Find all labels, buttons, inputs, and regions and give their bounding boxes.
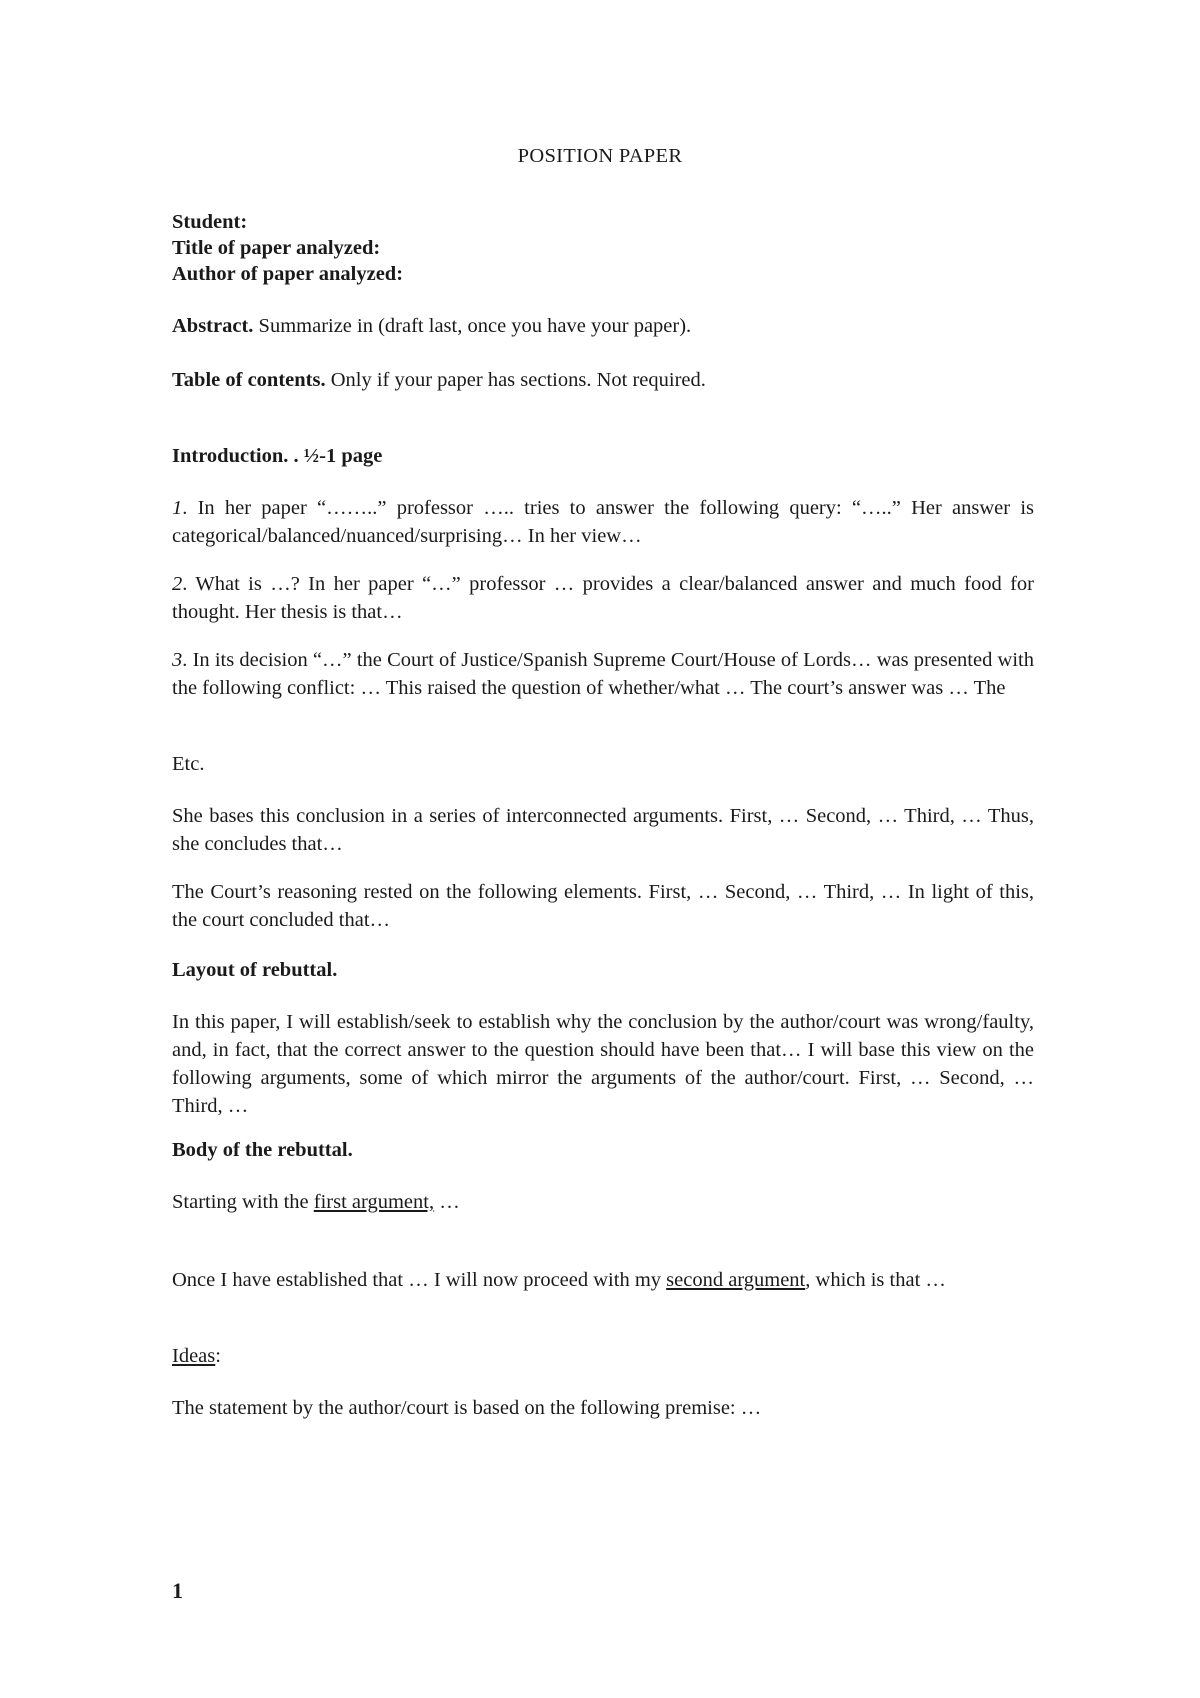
first-argument-prefix: Starting with the (172, 1191, 314, 1213)
layout-heading (172, 956, 1034, 984)
ideas-text: Ideas (172, 1345, 216, 1367)
toc-paragraph (172, 366, 1034, 394)
student-label: Student: (172, 211, 248, 233)
layout-paragraph: In this paper, I will establish/seek to establish why the conclusion by the author/court was wrong/faulty, and, in fact, that the correct answer to the question should have been that… I will base this view on the following arguments, some of which mirror the arguments of the author/court. First, … Second, … Third, … (172, 1011, 1034, 1117)
intro-option-2 (172, 570, 1034, 626)
introduction-heading-text: Introduction. . ½-1 page (172, 445, 383, 467)
layout-heading-text: Layout of rebuttal. (172, 959, 338, 981)
first-argument-paragraph (172, 1188, 1034, 1216)
intro-option-3 (172, 646, 1034, 702)
abstract-text: Summarize in (draft last, once you have your paper). (253, 315, 692, 337)
toc-text: Only if your paper has sections. Not required. (325, 369, 706, 391)
abstract-paragraph (172, 312, 1034, 340)
etc-paragraph: Etc. (172, 753, 205, 775)
title-field (172, 234, 1034, 262)
second-argument-suffix: , which is that … (805, 1269, 946, 1291)
option-3-text: . In its decision “…” the Court of Justice/Spanish Supreme Court/House of Lords… was presented with the following conflict: … This raised the question of whether/what … The court’s answer was … The (172, 649, 1034, 699)
intro-option-1 (172, 494, 1034, 550)
page-number: 1 (172, 1578, 183, 1603)
body-heading (172, 1136, 1034, 1164)
body-heading-text: Body of the rebuttal. (172, 1139, 353, 1161)
abstract-heading: Abstract. (172, 315, 254, 337)
second-argument-prefix: Once I have established that … I will now proceed with my (172, 1269, 667, 1291)
title-label: Title of paper analyzed: (172, 237, 381, 259)
court-reasoning-paragraph: The Court’s reasoning rested on the following elements. First, … Second, … Third, … In light of this, the court concluded that… (172, 881, 1034, 931)
introduction-heading (172, 442, 1034, 470)
option-1-number: 1 (172, 497, 183, 519)
premise-paragraph: The statement by the author/court is based on the following premise: … (172, 1397, 762, 1419)
option-2-number: 2 (172, 573, 183, 595)
she-bases-paragraph: She bases this conclusion in a series of interconnected arguments. First, … Second, … Third, … Thus, she concludes that… (172, 805, 1034, 855)
student-field (172, 208, 1034, 236)
option-2-text: . What is …? In her paper “…” professor … provides a clear/balanced answer and much food for thought. Her thesis is that… (172, 573, 1034, 623)
ideas-colon: : (215, 1345, 221, 1367)
second-argument-link: second argument (666, 1269, 806, 1291)
author-field (172, 260, 1034, 288)
document-title: POSITION PAPER (517, 145, 683, 167)
option-1-text: . In her paper “……..” professor ….. tries to answer the following query: “…..” Her answer is categorical/balanced/nuanced/surprising… In her view… (172, 497, 1034, 547)
toc-heading: Table of contents. (172, 369, 326, 391)
first-argument-link: first argument, (313, 1191, 435, 1213)
ideas-label (172, 1342, 1034, 1370)
option-3-number: 3 (172, 649, 183, 671)
second-argument-paragraph (172, 1266, 1034, 1294)
author-label: Author of paper analyzed: (172, 263, 404, 285)
first-argument-suffix: … (434, 1191, 460, 1213)
